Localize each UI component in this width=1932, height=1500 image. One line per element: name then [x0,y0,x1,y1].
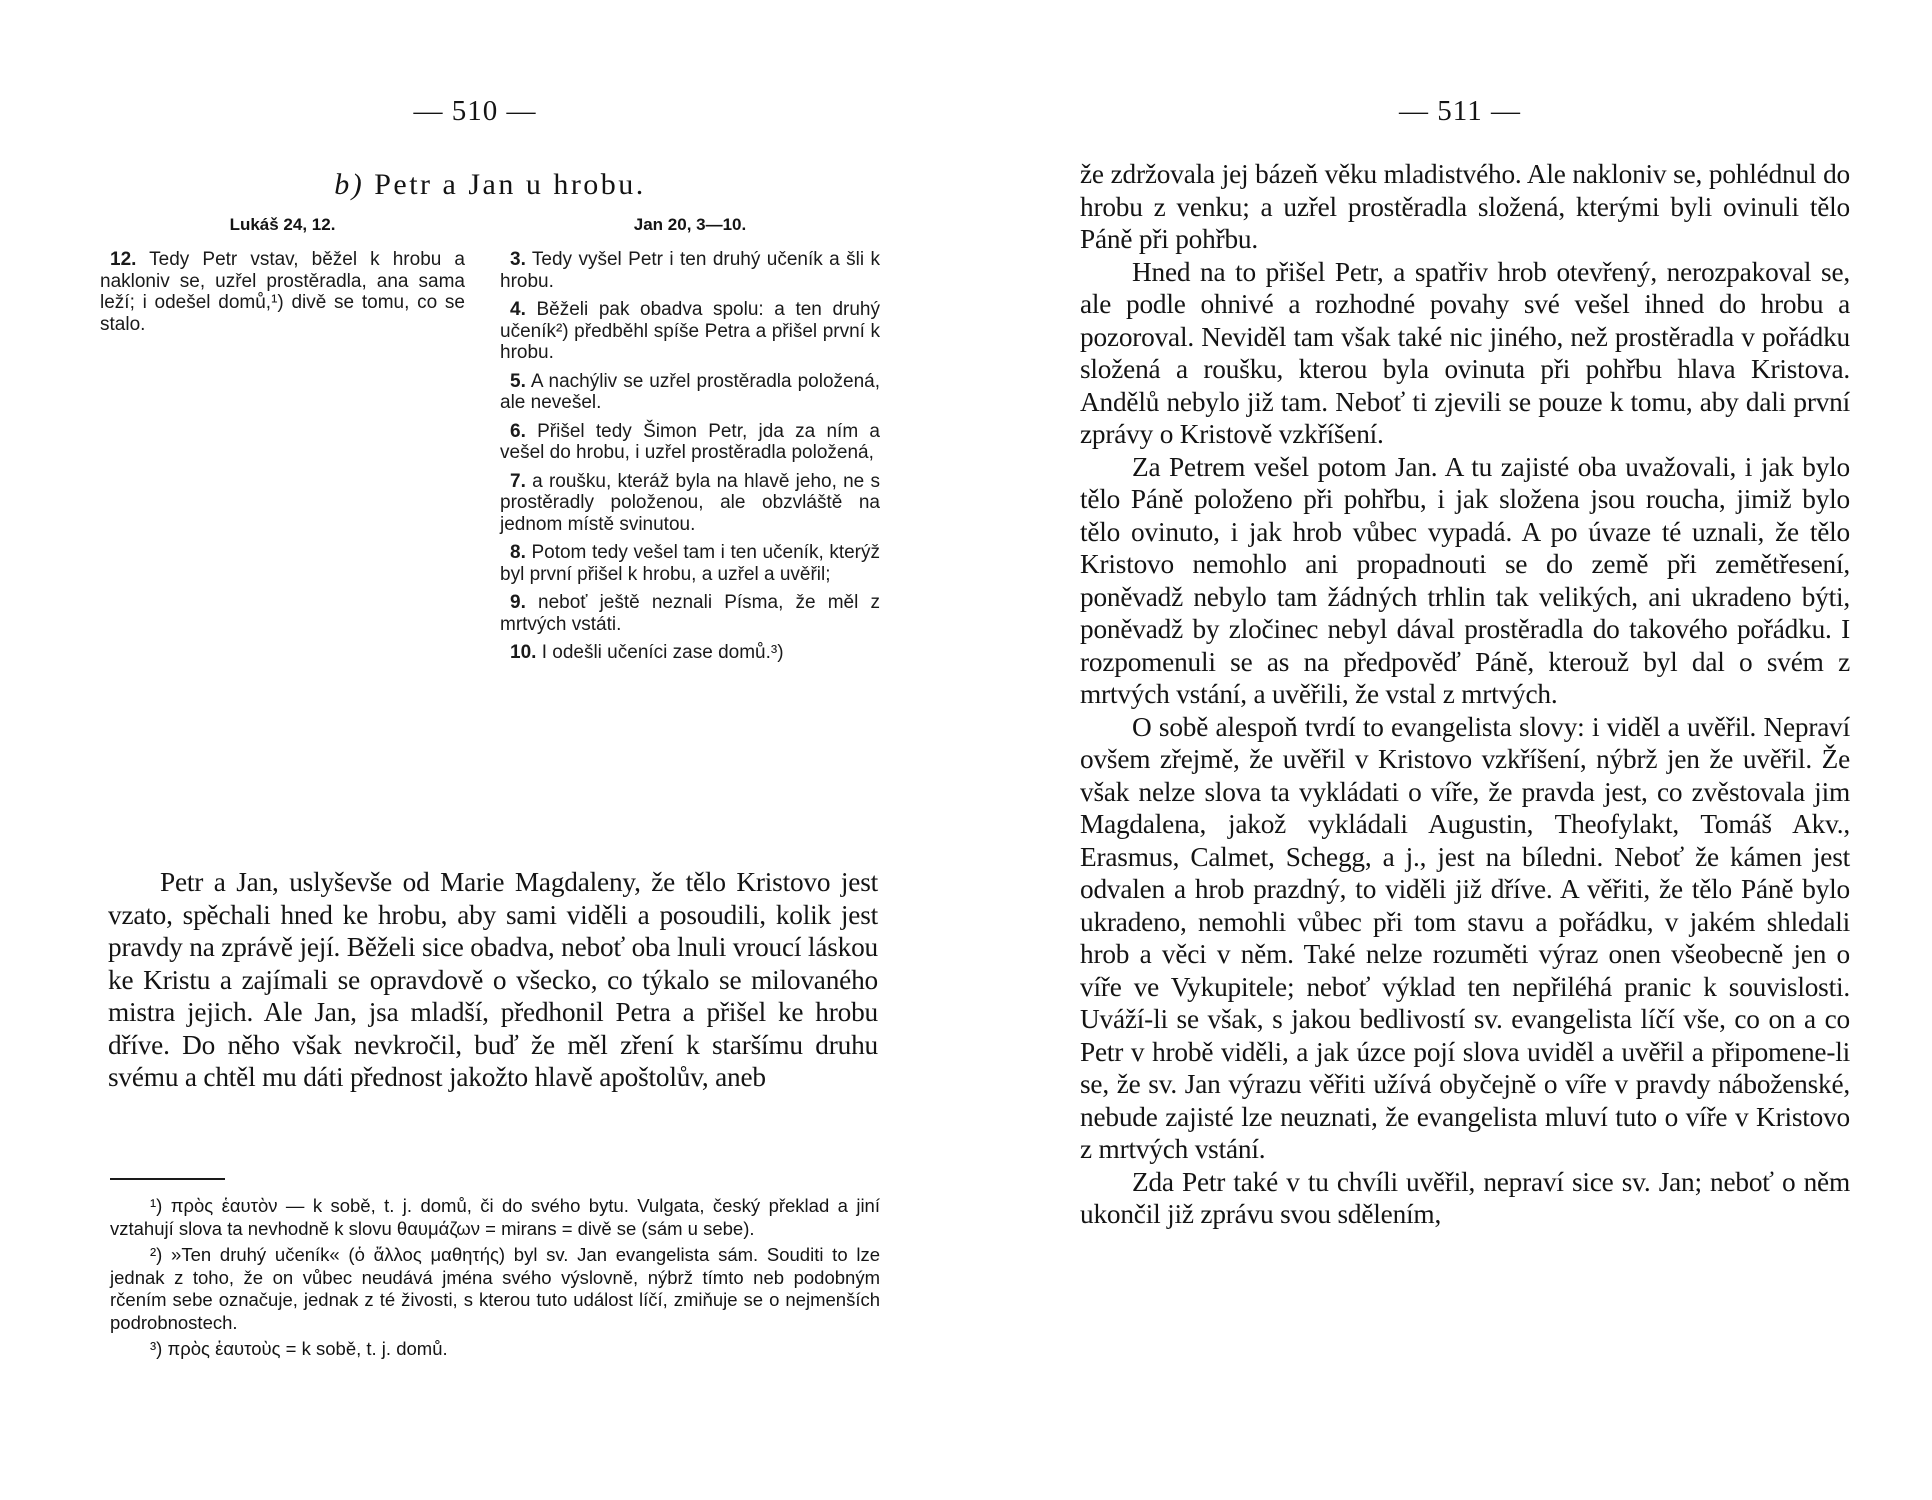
body-paragraph: Za Petrem vešel potom Jan. A tu zajisté oba uvažovali, i jak bylo tělo Páně položeno při pohřbu, i jak složena jsou roucha, jimiž bylo tělo ovinuto, i jak hrob vůbec vypadá. A po úvaze té uznali, že tělo Kristovo nemohlo ani propadnouti se do země při zemětřesení, poněvadž nebylo tam žádných trhlin tak velikých, ani ukradeno býti, poněvadž by zločinec nebyl dával prostěradla do takového pořádku. I rozpomenuli se as na předpověď Páně, kterouž byl dal o svém z mrtvých vstání, a uvěřili, že vstal z mrtvých. [1080,451,1850,709]
verse [500,592,880,635]
verse [500,299,880,364]
luke-reference: Lukáš 24, 12. [229,215,336,234]
verse-text: Přišel tedy Šimon Petr, jda za ním a vešel do hrobu, i uzřel prostěradla položená, [500,420,880,463]
verse-number: 5. [510,370,526,392]
footnote: ²) »Ten druhý učeník« (ὁ ἄλλος μαθητής) byl sv. Jan evangelista sám. Souditi to lze jednak z toho, že on vůbec neudává jména svého výslovně, nýbrž tímto neb podobným rčením sebe označuje, jednak z té živosti, s kterou tuto událost líčí, zmiňuje se o nejmenších podrobnostech. [110,1244,880,1333]
luke-column [100,215,465,342]
section-title [100,168,880,202]
verse-number: 7. [510,470,526,492]
john-reference: Jan 20, 3—10. [633,215,747,234]
footnotes [110,1195,880,1365]
verse [500,371,880,414]
body-paragraph: Zda Petr také v tu chvíli uvěřil, nepraví sice sv. Jan; neboť o něm ukončil již zprávu svou sdělením, [1080,1166,1850,1229]
verse [500,471,880,536]
body-paragraph: Petr a Jan, uslyševše od Marie Magdaleny, že tělo Kristovo jest vzato, spěchali hned ke hrobu, aby sami viděli a posoudili, kolik jest pravdy na zprávě její. Běželi sice obadva, neboť oba lnuli vroucí láskou ke Kristu a zajímali se opravdově o všecko, co týkalo se milovaného mistra jejich. Ale Jan, jsa mladší, předhonil Petra a přišel ke hrobu dříve. Do něho však nevkročil, buď že měl zření k staršímu druhu svému a chtěl mu dáti přednost jakožto hlavě apoštolův, aneb [108,867,878,1092]
footnote: ¹) πρὸς ἑαυτὸν — k sobě, t. j. domů, či do svého bytu. Vulgata, český překlad a jiní vztahují slova ta nevhodně k slovu θαυμάζων = mirans = divě se (sám u sebe). [110,1195,880,1239]
left-main-text [108,866,878,1094]
verse [500,421,880,464]
verse-text: I odešli učeníci zase domů.³) [541,642,784,663]
verse-text: a roušku, kteráž byla na hlavě jeho, ne s prostěradly položenou, ale obzvláště na jednom místě svinutou. [500,470,881,535]
footnote: ³) πρὸς ἑαυτοὺς = k sobě, t. j. domů. [150,1338,448,1359]
verse-text: Tedy vyšel Petr i ten druhý učeník a šli k hrobu. [500,249,880,292]
body-paragraph: že zdržovala jej bázeň věku mladistvého. Ale nakloniv se, pohlédnul do hrobu z venku; a uzřel prostěradla složená, kterými byli ovinuli tělo Páně při pohřbu. [1080,159,1850,254]
right-main-text [1080,158,1850,1231]
verse-number: 12. [110,249,137,270]
verse-text: Tedy Petr vstav, běžel k hrobu a nakloniv se, uzřel prostěradla, ana sama leží; i odešel domů,¹) divě se tomu, co se stalo. [100,249,465,335]
verse-text: Potom tedy vešel tam i ten učeník, kterýž byl první přišel k hrobu, a uzřel a uvěřil; [500,542,880,585]
left-page [100,0,880,1500]
verse-text: A nachýliv se uzřel prostěradla položená, ale nevešel. [500,370,881,413]
verse-number: 8. [510,542,526,563]
john-column [500,215,880,671]
body-paragraph: Hned na to přišel Petr, a spatřiv hrob otevřený, nerozpakoval se, ale podle ohnivé a rozhodné povahy své vešel ihned do hrobu a pozoroval. Neviděl tam však také nic jiného, než prostěradla v pořádku složená a roušku, kterou byla ovinuta při pohřbu hlava Kristova. Andělů nebylo již tam. Neboť ti zjevili se pouze k tomu, aby dali první zprávy o Kristově vzkříšení. [1080,256,1850,449]
footnote-divider [110,1178,225,1180]
verse-number: 3. [510,249,526,270]
verse-number: 9. [510,592,526,613]
section-title-lead: b) [334,168,365,201]
verse [500,542,880,585]
verse-number: 4. [510,299,526,320]
verse [100,249,465,335]
verse-text: neboť ještě neznali Písma, že měl z mrtvých vstáti. [500,592,880,635]
right-page [1080,0,1850,1500]
verse [500,642,880,664]
verse-text: Běželi pak obadva spolu: a ten druhý učeník²) předběhl spíše Petra a přišel první k hrobu. [500,299,880,363]
body-paragraph: O sobě alespoň tvrdí to evangelista slovy: i viděl a uvěřil. Nepraví ovšem zřejmě, že uvěřil v Kristovo vzkříšení, nýbrž jen že uvěřil. Že však nelze slova ta vykládati o víře, že pravda jest, co zvěstovala jim Magdalena, jakož vykládali Augustin, Theofylakt, Tomáš Akv., Erasmus, Calmet, Schegg, a j., jest na bíledni. Neboť že kámen jest odvalen a hrob prazdný, to viděli již dříve. A věřiti, že tělo Páně bylo ukradeno, nemohli vůbec při tom stavu a pořádku, v jakém shledali hrob a věci v něm. Také nelze rozuměti výraz onen všeobecně jen o víře ve Vykupitele; neboť výklad ten nepřiléhá pranic k souvislosti. Uváží-li se však, s jakou bedlivostí sv. evangelista líčí vše, co on a co Petr v hrobě viděli, a jak úzce pojí slova uviděl a uvěřil a připomene-li se, že sv. Jan výrazu věřiti užívá obyčejně o víře v pravdy náboženské, nebude zajisté lze neuznati, že evangelista mluví tuto o víře v Kristovo z mrtvých vstání. [1080,711,1850,1164]
verse-number: 6. [510,420,526,442]
page-number: — 510 — [413,95,537,127]
section-title-text: Petr a Jan u hrobu. [374,168,646,201]
verse [500,249,880,292]
verse-number: 10. [510,642,537,663]
page-number: — 511 — [1399,95,1521,127]
